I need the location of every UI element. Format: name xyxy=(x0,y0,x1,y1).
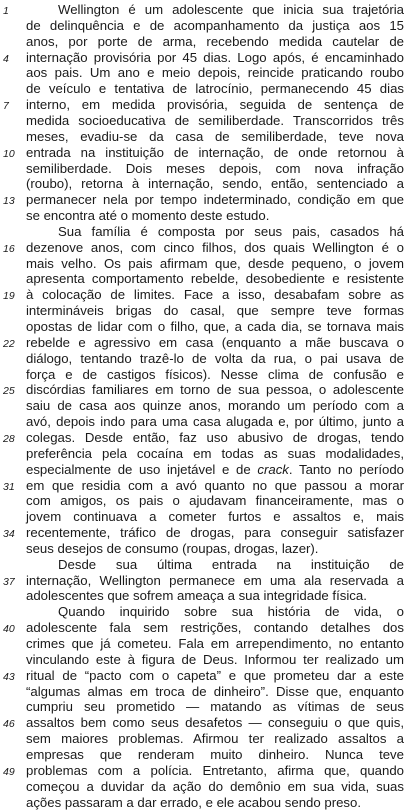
text-line: Wellington é um adolescente que inicia sua trajetória xyxy=(58,2,404,17)
text-line: anos, por porte de arma, recebendo medida cautelar de xyxy=(26,33,404,49)
text-line: “algumas almas em troca de dinheiro”. Disse que, enquanto xyxy=(26,683,404,699)
text-line: crimes que já cometeu. Fala em arrependimento, no entanto xyxy=(26,636,404,651)
text-line: assaltos bem como seus desafetos — conseguiu o que quis, xyxy=(26,715,404,731)
text-line: recentemente, tráfico de drogas, para conseguir satisfazer xyxy=(26,525,404,541)
text-line: Desde sua última entrada na instituição de xyxy=(58,556,404,572)
text-line: rebelde e agressivo em casa (enquanto a mãe buscava o xyxy=(26,334,404,350)
text-line: meses, evadiu-se da casa de semiliberdade, teve nova xyxy=(26,128,404,144)
text-line: Quando inquirido sobre sua história de vida, o xyxy=(58,604,404,620)
line-number: 40 xyxy=(3,623,15,636)
text-line: vinculando este à figura de Deus. Informou ter realizado um xyxy=(26,651,404,667)
line-number: 10 xyxy=(3,147,15,160)
text-line: saiu de casa aos quinze anos, morando um período com a xyxy=(26,398,404,414)
text-line: seus desejos de consumo (roupas, drogas, lazer). xyxy=(26,540,319,556)
text-line: com amigos, os pais o ajudavam financeiramente, mas o xyxy=(26,493,404,509)
text-line: se encontra até o momento deste estudo. xyxy=(26,208,270,224)
line-number: 37 xyxy=(3,575,15,588)
line-number: 25 xyxy=(3,385,15,398)
text-line: ritual de “pacto com o capeta” e que prometeu dar a este xyxy=(26,667,404,683)
text-line: empresas que renderam muito dinheiro. Nunca teve xyxy=(26,746,404,762)
text-line: de delinquência e de acompanhamento da justiça aos 15 xyxy=(26,17,404,33)
text-line: entrada na instituição de internação, de onde retornou à xyxy=(26,144,404,160)
text-line: especialmente de uso injetável e de crack. Tanto no período xyxy=(26,461,404,477)
text-line: de veículo e tentativa de latrocínio, permanecendo 45 dias xyxy=(26,81,404,97)
text-line: força e de castigos físicos). Nesse clima de confusão e xyxy=(26,366,404,382)
line-number: 22 xyxy=(3,337,15,350)
text-line: interno, em medida provisória, seguida de sentença de xyxy=(26,97,404,113)
text-line: ações passaram a dar errado, e ele acabou sendo preso. xyxy=(26,794,362,810)
text-line: avó, depois indo para uma casa alugada e, por último, junto a xyxy=(26,414,404,430)
text-line: sem maiores problemas. Afirmou ter realizado assaltos a xyxy=(26,731,404,747)
text-line: (roubo), retorna à internação, sendo, então, sentenciado a xyxy=(26,176,404,192)
text-line: preferência pela cocaína em todas as suas modalidades, xyxy=(26,445,404,461)
text-line: medida socioeducativa de semiliberdade. Transcorridos três xyxy=(26,112,404,128)
line-number: 13 xyxy=(3,195,15,208)
line-number: 4 xyxy=(3,52,9,65)
text-line: jovem continuava a cometer furtos e assaltos e, mais xyxy=(26,509,404,525)
line-number: 28 xyxy=(3,432,15,445)
text-line: semiliberdade. Dois meses depois, com nova infração xyxy=(26,160,404,176)
line-number: 1 xyxy=(3,5,9,17)
text-line: diálogo, tentando trazê-lo de volta da rua, o pai usava de xyxy=(26,350,404,366)
line-number: 34 xyxy=(3,528,15,541)
line-number: 49 xyxy=(3,765,15,778)
text-line: apresenta comportamento rebelde, desobediente e resistente xyxy=(26,271,404,287)
text-line: discórdias familiares em torno de sua pessoa, o adolescente xyxy=(26,382,404,398)
text-line: opostas de lidar com o filho, que, a cada dia, se tornava mais xyxy=(26,319,404,334)
text-line: à colocação de limites. Face a isso, desabafam sobre as xyxy=(26,287,404,303)
text-line: adolescentes que sofrem ameaça a sua integridade física. xyxy=(26,588,367,604)
text-line: aos pais. Um ano e meio depois, reincide praticando roubo xyxy=(26,65,404,81)
text-line: intermináveis brigas do casal, que sempre teve formas xyxy=(26,303,404,319)
line-number: 46 xyxy=(3,718,15,731)
text-line: mais velho. Os pais afirmam que, desde pequeno, o jovem xyxy=(26,255,404,271)
text-line: adolescente fala sem restrições, contando detalhes dos xyxy=(26,620,404,636)
text-line: problemas com a polícia. Entretanto, afirma que, quando xyxy=(26,762,404,778)
emphasis: crack xyxy=(257,461,289,477)
text-line: permanecer nela por tempo indeterminado, condição em que xyxy=(26,192,404,208)
line-number: 7 xyxy=(3,100,9,113)
line-number: 16 xyxy=(3,242,15,255)
text-line: internação provisória por 45 dias. Logo após, é encaminhado xyxy=(26,49,404,65)
line-number: 31 xyxy=(3,480,15,493)
text-line: começou a duvidar da ação do demônio em sua vida, suas xyxy=(26,778,404,794)
line-number: 43 xyxy=(3,670,15,683)
text-line: cumpriu seu prometido — matando as vítimas de seus xyxy=(26,699,404,715)
text-line: colegas. Desde então, faz uso abusivo de drogas, tendo xyxy=(26,429,404,445)
text-line: dezenove anos, com cinco filhos, dos quais Wellington é o xyxy=(26,239,404,255)
text-line: Sua família é composta por seus pais, casados há xyxy=(58,223,404,239)
text-line: internação, Wellington permanece em uma ala reservada a xyxy=(26,572,404,588)
text-line: em que residia com a avó quanto no que passou a morar xyxy=(26,477,404,493)
line-number: 19 xyxy=(3,290,15,303)
